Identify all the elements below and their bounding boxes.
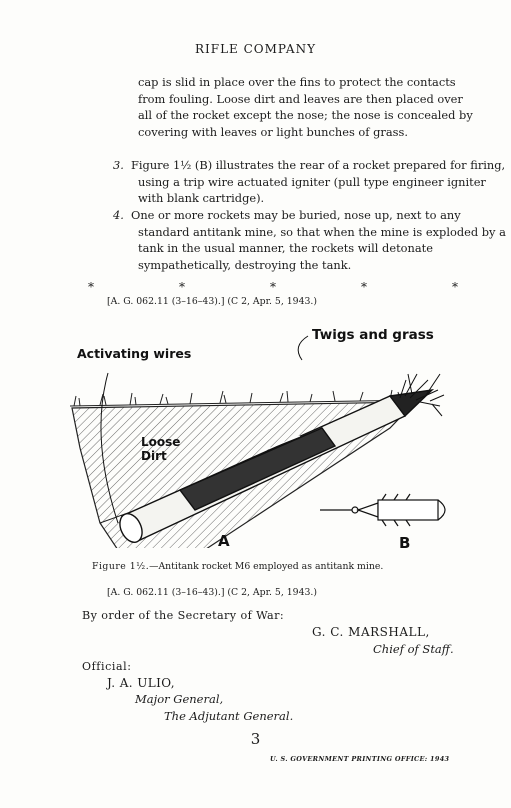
printer-imprint: U. S. GOVERNMENT PRINTING OFFICE: 1943	[270, 755, 450, 763]
official-label: Official:	[82, 660, 132, 673]
adjutant-title: The Adjutant General.	[164, 709, 294, 723]
figure-caption	[92, 561, 383, 572]
label-loose: Loose	[141, 435, 181, 449]
adjutant-name: J. A. ULIO,	[107, 676, 175, 690]
item-4-text: One or more rockets may be buried, nose up, next to any standard antitank mine, so that when the mine is exploded by a tank in the usual manner, the rockets will detonate sympathetically, destroying the tank.	[131, 208, 506, 272]
caption-prefix: Figure 1½.	[92, 561, 150, 572]
star: *	[270, 280, 276, 294]
item-4	[113, 207, 506, 273]
page-number: 3	[250, 730, 261, 748]
label-twigs-and-grass: Twigs and grass	[312, 327, 434, 343]
signer-name: G. C. MARSHALL,	[312, 625, 430, 639]
adjutant-rank: Major General,	[135, 692, 224, 706]
caption-text: —Antitank rocket M6 employed as antitank mine.	[149, 561, 384, 572]
star: *	[361, 280, 367, 294]
star: *	[452, 280, 458, 294]
citation-1: [A. G. 062.11 (3–16–43).] (C 2, Apr. 5, 1943.)	[107, 296, 317, 307]
star: *	[179, 280, 185, 294]
rocket-rear-detail	[320, 494, 445, 526]
label-figure-a: A	[218, 532, 230, 550]
label-activating-wires: Activating wires	[77, 346, 192, 361]
ellipsis-stars	[88, 280, 458, 294]
item-3-number: 3.	[113, 158, 124, 172]
item-3-text: Figure 1½ (B) illustrates the rear of a rocket prepared for firing, using a trip wire actuated igniter (pull type engineer igniter with blank cartridge).	[131, 158, 506, 206]
running-header: RIFLE COMPANY	[194, 42, 316, 56]
label-dirt: Dirt	[141, 449, 167, 463]
item-3	[113, 157, 506, 207]
signer-title: Chief of Staff.	[373, 642, 454, 656]
label-figure-b: B	[399, 534, 411, 552]
item-4-number: 4.	[113, 208, 124, 222]
star: *	[88, 280, 94, 294]
paragraph-continuation: cap is slid in place over the fins to protect the contacts from fouling. Loose dirt and leaves are then placed over all of the rocket except the nose; the nose is concealed by covering with leaves or light bunches of grass.	[138, 75, 473, 139]
citation-2: [A. G. 062.11 (3–16–43).] (C 2, Apr. 5, 1943.)	[107, 587, 317, 598]
by-order-line: By order of the Secretary of War:	[82, 609, 285, 622]
label-loose-dirt	[141, 435, 180, 463]
